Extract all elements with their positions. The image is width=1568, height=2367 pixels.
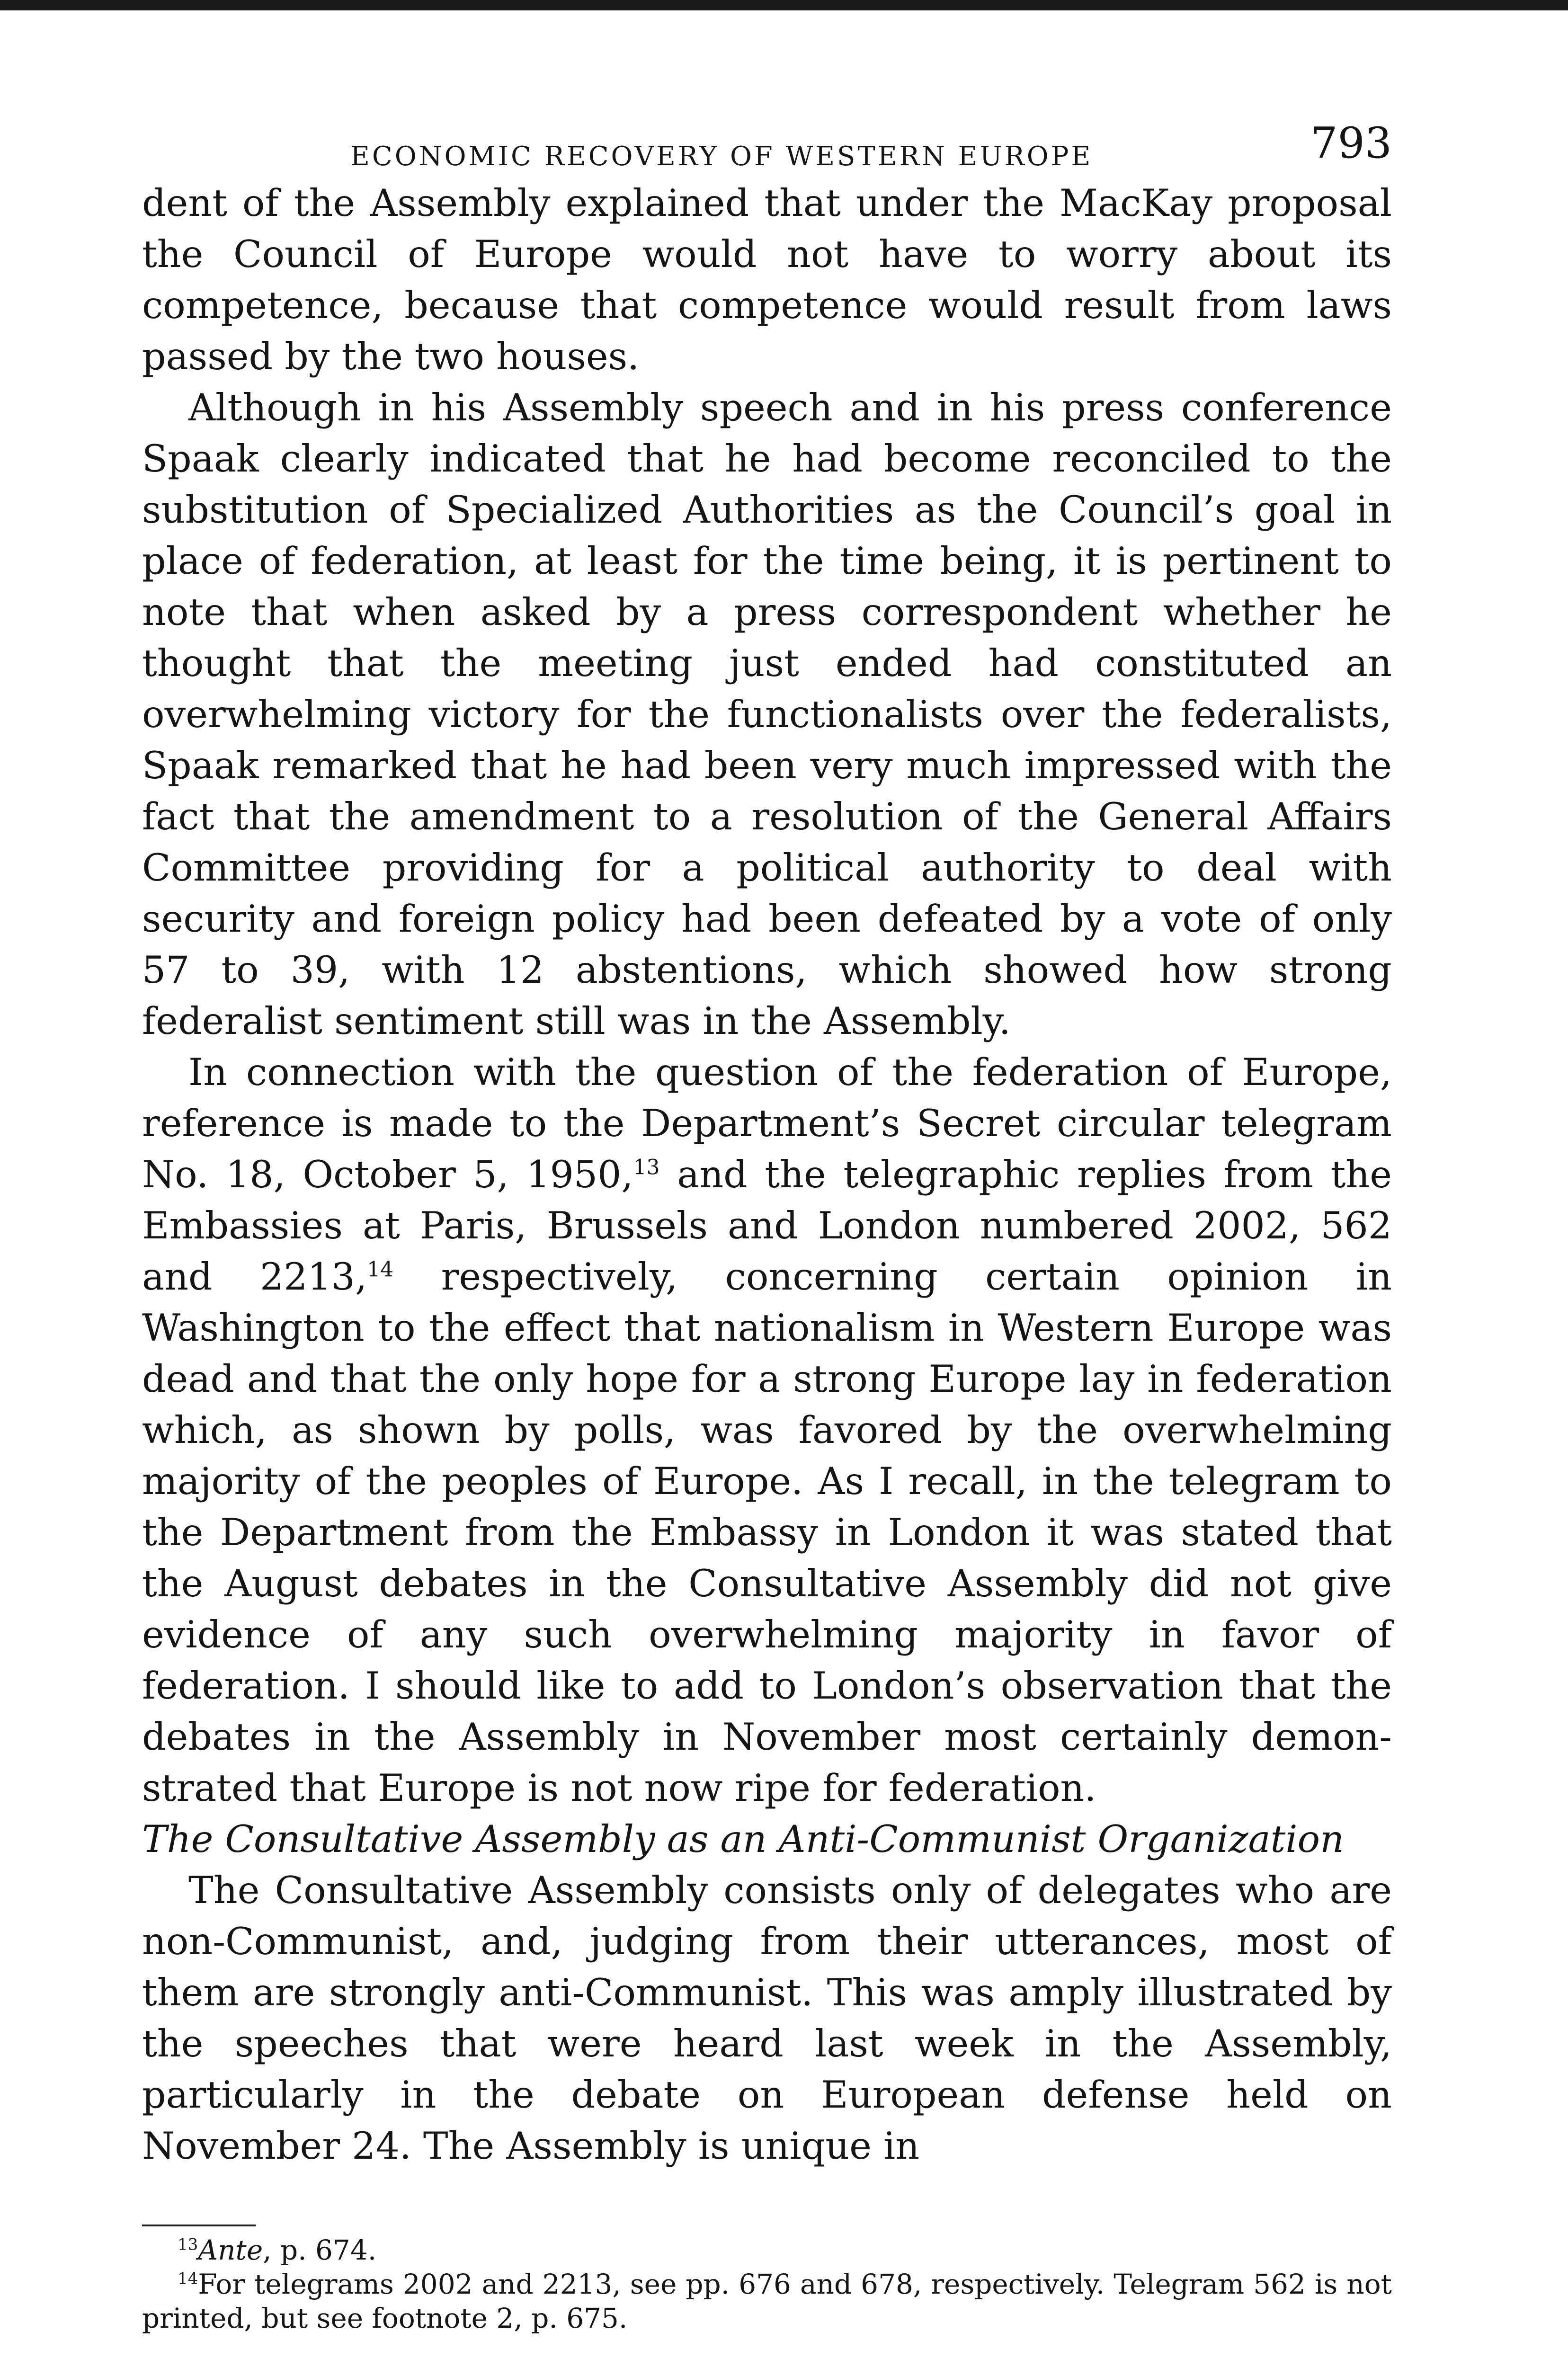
footnote-divider bbox=[142, 2225, 256, 2226]
footnote-13 bbox=[142, 2233, 1392, 2267]
footnote-13-text: , p. 674. bbox=[263, 2234, 377, 2266]
footnote-ref-13: 13 bbox=[633, 1155, 660, 1180]
footnote-14-text: For telegrams 2002 and 2213, see pp. 676 and 678, respectively. Telegram 562 is not printed, but see footnote 2, p. 675. bbox=[142, 2268, 1392, 2334]
top-border-rule bbox=[0, 0, 1568, 10]
paragraph-spaak: Although in his Assembly speech and in his press conference Spaak clearly indicated that he had become reconciled to the substitution of Specialized Authorities as the Council’s goal in place of federation, at least for the time being, it is pertinent to note that when asked by a press correspondent whether he thought that the meeting just ended had constituted an overwhelming victory for the functionalists over the federalists, Spaak remarked that he had been very much impressed with the fact that the amendment to a resolution of the General Affairs Committee providing for a political authority to deal with security and foreign policy had been defeated by a vote of only 57 to 39, with 12 abstentions, which showed how strong federalist sentiment still was in the Assembly. bbox=[142, 386, 1392, 1043]
footnote-ref-14: 14 bbox=[367, 1257, 394, 1282]
paragraph-continuation: dent of the Assembly explained that under the MacKay proposal the Council of Europe would not have to worry about its competence, because that competence would result from laws passed by the two houses. bbox=[142, 181, 1392, 378]
running-head bbox=[142, 114, 1392, 175]
paragraph-federation-part3: respectively, concerning certain opinion in Washington to the effect that nationalism in Western Europe was dead and that the only hope for a strong Europe lay in federation which, as shown by polls, was favored by the overwhelming majority of the peoples of Europe. As I recall, in the telegram to the Department from the Embassy in London it was stated that the August debates in the Consultative Assembly did not give evidence of any such overwhelming majority in favor of federation. I should like to add to London’s observation that the debates in the Assembly in November most certainly demonstrated that Europe is not now ripe for federation. bbox=[142, 1255, 1392, 1810]
paragraph-federation-part1: In connection with the question of the federation of Europe, reference is made to the Department’s Secret circular telegram No. 18, October 5, 1950, bbox=[142, 1050, 1392, 1196]
paragraph-federation-part2: and the telegraphic replies from the Embassies at Paris, Brussels and London numbered 2002, 562 and 2213, bbox=[142, 1153, 1392, 1299]
footnote-14-marker: 14 bbox=[178, 2269, 198, 2288]
running-head-title: ECONOMIC RECOVERY OF WESTERN EUROPE bbox=[350, 141, 1093, 172]
footnote-13-marker: 13 bbox=[178, 2235, 198, 2254]
document-page bbox=[142, 114, 1392, 2335]
paragraph-federation bbox=[142, 1047, 1392, 1814]
section-heading: The Consultative Assembly as an Anti-Communist Organization bbox=[142, 1817, 1344, 1861]
page-number: 793 bbox=[1310, 118, 1392, 168]
footnotes bbox=[142, 2233, 1392, 2335]
footnote-13-italic: Ante bbox=[198, 2234, 263, 2266]
body-text bbox=[142, 178, 1392, 2171]
paragraph-anti-communist: The Consultative Assembly consists only of delegates who are non-Communist, and, judging from their utterances, most of them are strongly anti-Communist. This was amply illustrated by the speeches that were heard last week in the Assembly, particularly in the debate on European defense held on November 24. The Assembly is unique in bbox=[142, 1869, 1392, 2168]
footnote-14 bbox=[142, 2267, 1392, 2335]
